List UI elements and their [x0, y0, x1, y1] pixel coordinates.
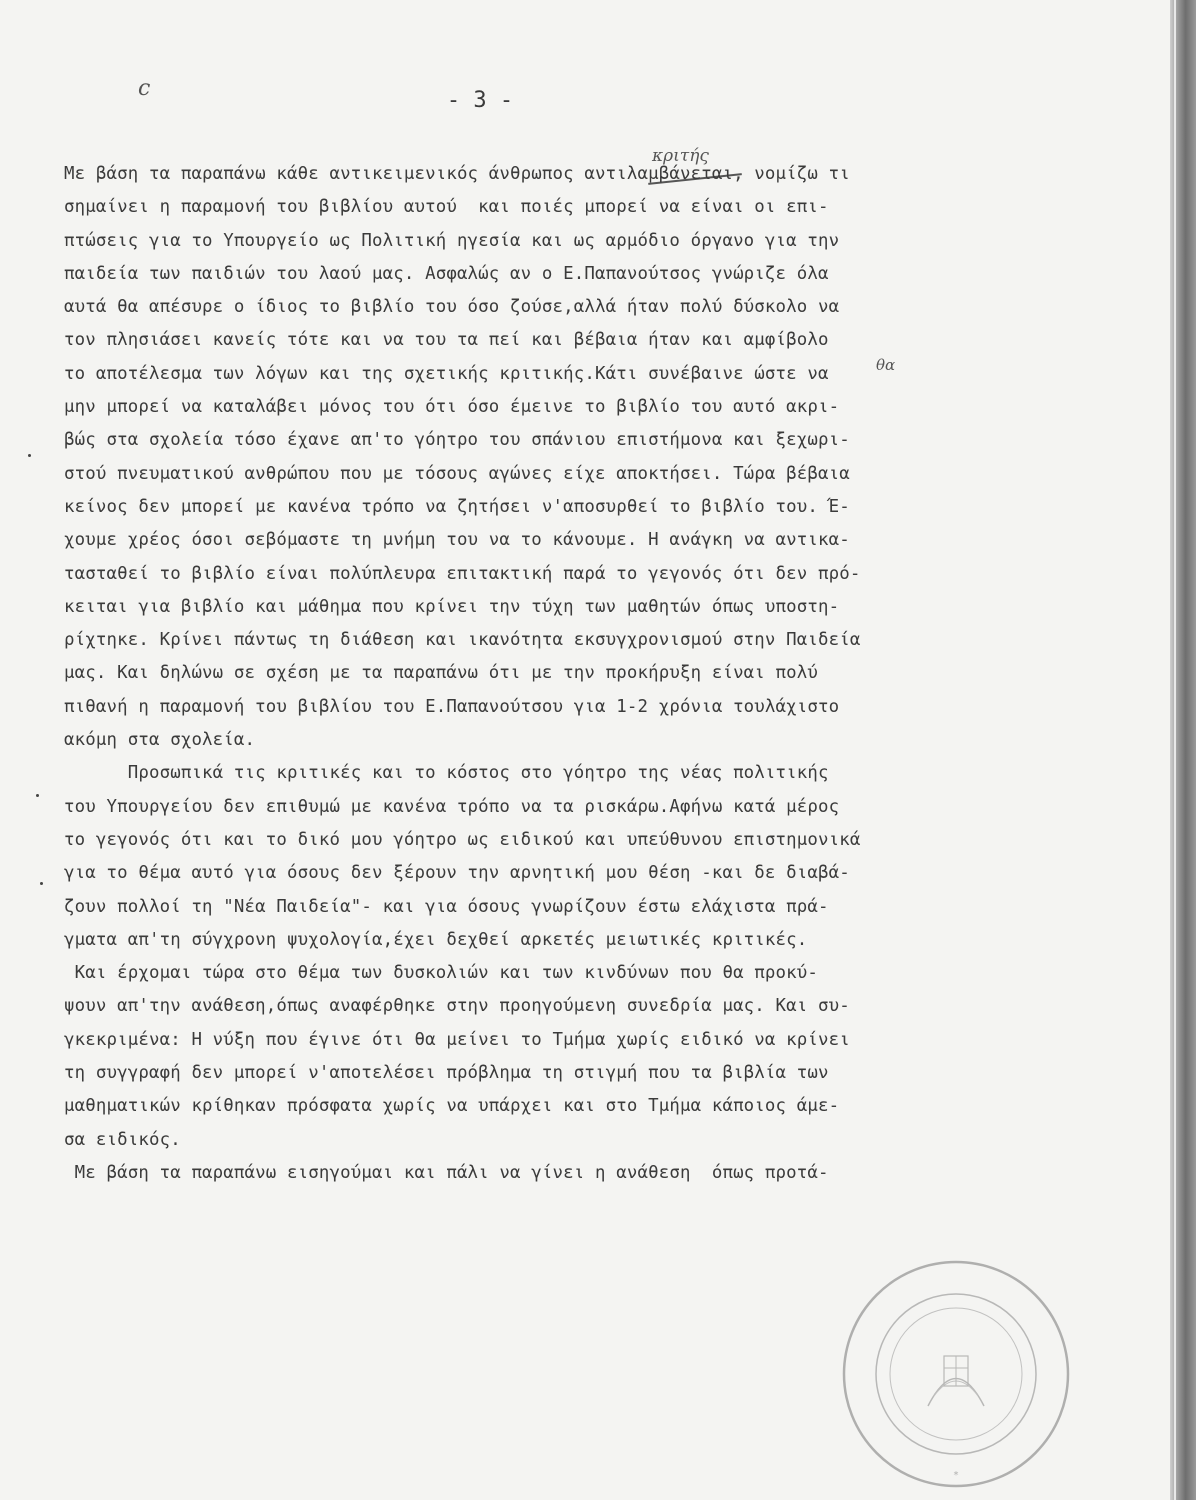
text-line: του Υπουργείου δεν επιθυμώ με κανένα τρόπο να τα ρισκάρω.Αφήνω κατά μέρος	[64, 796, 840, 817]
text-line: μας. Και δηλώνω σε σχέση με τα παραπάνω ότι με την προκήρυξη είναι πολύ	[64, 663, 819, 684]
text-line: για το θέμα αυτό για όσους δεν ξέρουν την αρνητική μου θέση -και δε διαβά-	[64, 863, 850, 884]
text-line: ψουν απ'την ανάθεση,όπως αναφέρθηκε στην προηγούμενη συνεδρία μας. Και συ-	[64, 996, 850, 1017]
typed-body-text	[64, 158, 1164, 1190]
text-line: τον πλησιάσει κανείς τότε και να του τα πεί και βέβαια ήταν και αμφίβολο	[64, 330, 829, 351]
margin-mark	[36, 794, 39, 797]
text-line: παιδεία των παιδιών του λαού μας. Ασφαλώς αν ο Ε.Παπανούτσος γνώριζε όλα	[64, 263, 829, 284]
svg-text:*: *	[953, 1470, 959, 1481]
paragraph-2	[64, 757, 1164, 957]
binding-edge	[1170, 0, 1196, 1500]
text-line: πτώσεις για το Υπουργείο ως Πολιτική ηγεσία και ως αρμόδιο όργανο για την	[64, 230, 840, 251]
text-line: τη συγγραφή δεν μπορεί ν'αποτελέσει πρόβλημα τη στιγμή που τα βιβλία των	[64, 1063, 829, 1084]
text-line: Με βάση τα παραπάνω εισηγούμαι και πάλι να γίνει η ανάθεση όπως προτά-	[64, 1162, 829, 1183]
paragraph-4	[64, 1157, 1164, 1190]
text-line: στού πνευματικού ανθρώπου που με τόσους αγώνες είχε αποκτήσει. Τώρα βέβαια	[64, 463, 850, 484]
text-line: αυτά θα απέσυρε ο ίδιος το βιβλίο του όσο ζούσε,αλλά ήταν πολύ δύσκολο να	[64, 297, 840, 318]
margin-mark	[28, 454, 31, 457]
paragraph-1	[64, 158, 1164, 757]
text-line: Και έρχομαι τώρα στο θέμα των δυσκολιών και των κινδύνων που θα προκύ-	[64, 963, 819, 984]
text-line: μην μπορεί να καταλάβει μόνος του ότι όσο έμεινε το βιβλίο του αυτό ακρι-	[64, 397, 840, 418]
paragraph-3	[64, 957, 1164, 1157]
text-line: Προσωπικά τις κριτικές και το κόστος στο γόητρο της νέας πολιτικής	[64, 763, 829, 784]
handwritten-correction-kritis: κριτής	[652, 146, 709, 166]
text-line: το γεγονός ότι και το δικό μου γόητρο ως ειδικού και υπεύθυνου επιστημονικά	[64, 829, 861, 850]
page-number: - 3 -	[446, 88, 514, 113]
handwritten-insertion-tha: θα	[876, 356, 896, 374]
text-line: γκεκριμένα: Η νύξη που έγινε ότι θα μείνει το Τμήμα χωρίς ειδικό να κρίνει	[64, 1029, 850, 1050]
text-line: πιθανή η παραμονή του βιβλίου του Ε.Παπανούτσου για 1-2 χρόνια τουλάχιστο	[64, 696, 840, 717]
official-seal-stamp	[838, 1256, 1074, 1492]
text-line: βώς στα σχολεία τόσο έχανε απ'το γόητρο του σπάνιου επιστήμονα και ξεχωρι-	[64, 430, 850, 451]
handwritten-mark: c	[138, 76, 151, 101]
text-line: Με βάση τα παραπάνω κάθε αντικειμενικός άνθρωπος αντιλαμβάνεται, νομίζω τι	[64, 164, 850, 184]
text-line: σημαίνει η παραμονή του βιβλίου αυτού και ποιές μπορεί να είναι οι επι-	[64, 197, 829, 218]
text-line: χουμε χρέος όσοι σεβόμαστε τη μνήμη του να το κάνουμε. Η ανάγκη να αντικα-	[64, 530, 850, 551]
text-line: το αποτέλεσμα των λόγων και της σχετικής κριτικής.Κάτι συνέβαινε ώστε να	[64, 363, 829, 384]
text-line: ζουν πολλοί τη "Νέα Παιδεία"- και για όσους γνωρίζουν έστω ελάχιστα πρά-	[64, 896, 829, 917]
text-line: τασταθεί το βιβλίο είναι πολύπλευρα επιτακτική παρά το γεγονός ότι δεν πρό-	[64, 563, 861, 584]
text-line: κείνος δεν μπορεί με κανένα τρόπο να ζητήσει ν'αποσυρθεί το βιβλίο του. Έ-	[64, 496, 850, 517]
text-line: σα ειδικός.	[64, 1129, 181, 1150]
text-line: κειται για βιβλίο και μάθημα που κρίνει την τύχη των μαθητών όπως υποστη-	[64, 596, 840, 617]
text-line: γματα απ'τη σύγχρονη ψυχολογία,έχει δεχθεί αρκετές μειωτικές κριτικές.	[64, 929, 808, 950]
margin-mark	[40, 882, 43, 885]
text-line: ρίχτηκε. Κρίνει πάντως τη διάθεση και ικανότητα εκσυγχρονισμού στην Παιδεία	[64, 630, 861, 651]
text-line: μαθηματικών κρίθηκαν πρόσφατα χωρίς να υπάρχει και στο Τμήμα κάποιος άμε-	[64, 1096, 840, 1117]
text-line: ακόμη στα σχολεία.	[64, 730, 256, 751]
